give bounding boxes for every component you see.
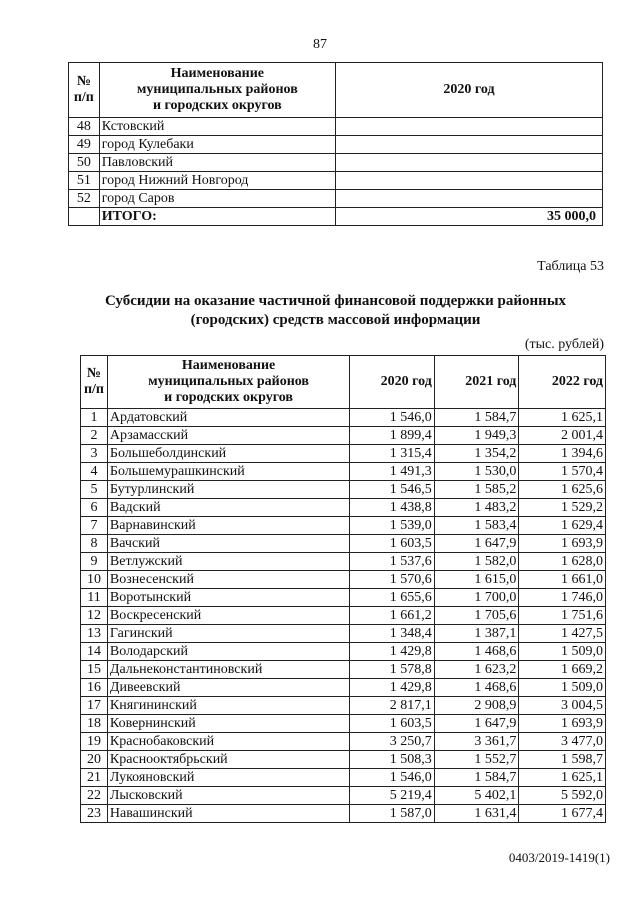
table-row (81, 679, 606, 697)
row-num: 48 (69, 118, 100, 136)
table-row (81, 499, 606, 517)
row-value-2022: 1 625,6 (519, 481, 606, 499)
row-name: Лукояновский (107, 769, 349, 787)
row-value-2022: 1 529,2 (519, 499, 606, 517)
document-code: 0403/2019-1419(1) (508, 850, 610, 865)
row-name: Краснооктябрьский (107, 751, 349, 769)
header-num: № п/п (81, 356, 108, 409)
row-value-2021: 1 949,3 (434, 427, 519, 445)
row-value-2020: 1 491,3 (350, 463, 435, 481)
row-value-2021: 1 468,6 (434, 679, 519, 697)
table-row (81, 625, 606, 643)
row-value-2020: 1 539,0 (350, 517, 435, 535)
row-name: Бутурлинский (107, 481, 349, 499)
row-name: Дальнеконстантиновский (107, 661, 349, 679)
row-value-2020: 2 817,1 (350, 697, 435, 715)
row-value-2022: 1 629,4 (519, 517, 606, 535)
row-value-2022: 1 669,2 (519, 661, 606, 679)
header-2020: 2020 год (335, 63, 602, 118)
row-name: город Саров (99, 190, 335, 208)
row-num: 50 (69, 154, 100, 172)
row-value-2022: 5 592,0 (519, 787, 606, 805)
row-name: Володарский (107, 643, 349, 661)
row-name: город Нижний Новгород (99, 172, 335, 190)
table-title (68, 292, 603, 330)
table-row (81, 445, 606, 463)
row-value-2020 (335, 190, 602, 208)
row-num: 52 (69, 190, 100, 208)
row-num: 10 (81, 571, 108, 589)
row-name: Лысковский (107, 787, 349, 805)
row-name: Вадский (107, 499, 349, 517)
row-num: 13 (81, 625, 108, 643)
table-row (81, 535, 606, 553)
top-table-header-row (69, 63, 603, 118)
table-row (81, 805, 606, 823)
row-value-2022: 3 004,5 (519, 697, 606, 715)
row-num: 9 (81, 553, 108, 571)
row-name: Ветлужский (107, 553, 349, 571)
table-row (69, 154, 603, 172)
row-num: 16 (81, 679, 108, 697)
table-row (81, 571, 606, 589)
row-value-2020: 1 578,8 (350, 661, 435, 679)
row-num: 17 (81, 697, 108, 715)
row-name: Большеболдинский (107, 445, 349, 463)
row-value-2021: 1 583,4 (434, 517, 519, 535)
table-row (81, 463, 606, 481)
total-value: 35 000,0 (335, 208, 602, 226)
row-name: Павловский (99, 154, 335, 172)
row-name: Вачский (107, 535, 349, 553)
table-row (81, 517, 606, 535)
row-value-2021: 1 647,9 (434, 535, 519, 553)
table-row (81, 769, 606, 787)
row-num: 20 (81, 751, 108, 769)
row-num: 4 (81, 463, 108, 481)
row-value-2021: 1 647,9 (434, 715, 519, 733)
row-value-2021: 1 623,2 (434, 661, 519, 679)
row-value-2020 (335, 118, 602, 136)
table-row (81, 697, 606, 715)
row-value-2022: 1 394,6 (519, 445, 606, 463)
row-value-2022: 1 598,7 (519, 751, 606, 769)
row-value-2022: 2 001,4 (519, 427, 606, 445)
total-label: ИТОГО: (99, 208, 335, 226)
row-num: 51 (69, 172, 100, 190)
row-name: Дивеевский (107, 679, 349, 697)
header-num: № п/п (69, 63, 100, 118)
row-value-2021: 1 582,0 (434, 553, 519, 571)
row-value-2021: 1 631,4 (434, 805, 519, 823)
row-value-2021: 1 585,2 (434, 481, 519, 499)
header-name: Наименование муниципальных районов и городских округов (99, 63, 335, 118)
row-value-2020: 1 315,4 (350, 445, 435, 463)
row-num: 5 (81, 481, 108, 499)
header-name: Наименование муниципальных районов и городских округов (107, 356, 349, 409)
row-name: Большемурашкинский (107, 463, 349, 481)
row-value-2020: 1 603,5 (350, 715, 435, 733)
title-line-1: Субсидии на оказание частичной финансовой поддержки районных (104, 293, 567, 309)
row-num: 19 (81, 733, 108, 751)
row-name: Ковернинский (107, 715, 349, 733)
row-value-2020: 1 655,6 (350, 589, 435, 607)
row-value-2020: 1 546,0 (350, 769, 435, 787)
table-row (81, 715, 606, 733)
row-value-2020: 1 438,8 (350, 499, 435, 517)
row-value-2022: 1 625,1 (519, 769, 606, 787)
subsidies-table-body (81, 409, 606, 823)
row-value-2022: 1 427,5 (519, 625, 606, 643)
row-value-2022: 1 628,0 (519, 553, 606, 571)
row-value-2020: 1 546,5 (350, 481, 435, 499)
table-row (81, 427, 606, 445)
table-row (69, 172, 603, 190)
main-table-header-row (81, 356, 606, 409)
row-value-2020: 1 661,2 (350, 607, 435, 625)
row-value-2021: 5 402,1 (434, 787, 519, 805)
row-value-2020: 1 429,8 (350, 679, 435, 697)
row-value-2021: 1 584,7 (434, 409, 519, 427)
row-value-2020: 5 219,4 (350, 787, 435, 805)
row-value-2021: 1 615,0 (434, 571, 519, 589)
row-value-2021: 1 700,0 (434, 589, 519, 607)
table-row (81, 409, 606, 427)
row-num: 6 (81, 499, 108, 517)
table-row (81, 553, 606, 571)
row-name: Кстовский (99, 118, 335, 136)
subsidies-table (80, 355, 606, 823)
row-value-2020: 1 546,0 (350, 409, 435, 427)
units-label: (тыс. рублей) (524, 337, 604, 352)
row-value-2021: 1 387,1 (434, 625, 519, 643)
row-name: город Кулебаки (99, 136, 335, 154)
row-num: 3 (81, 445, 108, 463)
row-num: 14 (81, 643, 108, 661)
page-number: 87 (313, 37, 327, 52)
row-value-2021: 1 705,6 (434, 607, 519, 625)
row-value-2020: 1 587,0 (350, 805, 435, 823)
row-num: 12 (81, 607, 108, 625)
row-name: Княгининский (107, 697, 349, 715)
table-row (69, 190, 603, 208)
row-num: 49 (69, 136, 100, 154)
row-num: 22 (81, 787, 108, 805)
row-value-2021: 3 361,7 (434, 733, 519, 751)
row-value-2021: 1 354,2 (434, 445, 519, 463)
table-row (81, 751, 606, 769)
table-row (81, 787, 606, 805)
row-num: 18 (81, 715, 108, 733)
row-value-2020: 1 508,3 (350, 751, 435, 769)
row-num: 11 (81, 589, 108, 607)
row-value-2020: 1 348,4 (350, 625, 435, 643)
title-line-2: (городских) средств массовой информации (190, 312, 481, 328)
row-name: Арзамасский (107, 427, 349, 445)
table-row (69, 118, 603, 136)
row-num: 23 (81, 805, 108, 823)
row-value-2020: 3 250,7 (350, 733, 435, 751)
table-label: Таблица 53 (537, 259, 604, 274)
row-name: Краснобаковский (107, 733, 349, 751)
top-table (68, 62, 603, 226)
row-name: Гагинский (107, 625, 349, 643)
top-table-body (69, 118, 603, 208)
header-2022: 2022 год (519, 356, 606, 409)
row-num: 21 (81, 769, 108, 787)
row-value-2020: 1 899,4 (350, 427, 435, 445)
table-row (69, 136, 603, 154)
row-name: Варнавинский (107, 517, 349, 535)
row-value-2022: 1 625,1 (519, 409, 606, 427)
row-value-2020: 1 603,5 (350, 535, 435, 553)
row-value-2020: 1 570,6 (350, 571, 435, 589)
table-row (81, 733, 606, 751)
row-value-2020 (335, 172, 602, 190)
row-num: 7 (81, 517, 108, 535)
row-name: Навашинский (107, 805, 349, 823)
row-num: 15 (81, 661, 108, 679)
row-value-2021: 1 468,6 (434, 643, 519, 661)
row-num: 8 (81, 535, 108, 553)
row-value-2022: 1 661,0 (519, 571, 606, 589)
row-value-2021: 1 552,7 (434, 751, 519, 769)
table-row (81, 661, 606, 679)
row-value-2022: 1 693,9 (519, 535, 606, 553)
row-value-2020 (335, 154, 602, 172)
table-row (81, 643, 606, 661)
header-2021: 2021 год (434, 356, 519, 409)
row-name: Вознесенский (107, 571, 349, 589)
row-value-2022: 1 693,9 (519, 715, 606, 733)
table-row (81, 607, 606, 625)
row-num: 1 (81, 409, 108, 427)
row-value-2022: 3 477,0 (519, 733, 606, 751)
row-value-2022: 1 509,0 (519, 679, 606, 697)
row-value-2021: 2 908,9 (434, 697, 519, 715)
row-value-2022: 1 509,0 (519, 643, 606, 661)
header-2020: 2020 год (350, 356, 435, 409)
total-row (69, 208, 603, 226)
row-value-2022: 1 677,4 (519, 805, 606, 823)
row-name: Ардатовский (107, 409, 349, 427)
row-name: Воротынский (107, 589, 349, 607)
table-row (81, 481, 606, 499)
row-value-2021: 1 483,2 (434, 499, 519, 517)
row-num: 2 (81, 427, 108, 445)
row-name: Воскресенский (107, 607, 349, 625)
row-value-2021: 1 530,0 (434, 463, 519, 481)
row-value-2022: 1 570,4 (519, 463, 606, 481)
row-value-2020 (335, 136, 602, 154)
row-value-2020: 1 429,8 (350, 643, 435, 661)
row-value-2022: 1 751,6 (519, 607, 606, 625)
row-value-2021: 1 584,7 (434, 769, 519, 787)
table-row (81, 589, 606, 607)
row-value-2022: 1 746,0 (519, 589, 606, 607)
total-num-cell (69, 208, 100, 226)
row-value-2020: 1 537,6 (350, 553, 435, 571)
